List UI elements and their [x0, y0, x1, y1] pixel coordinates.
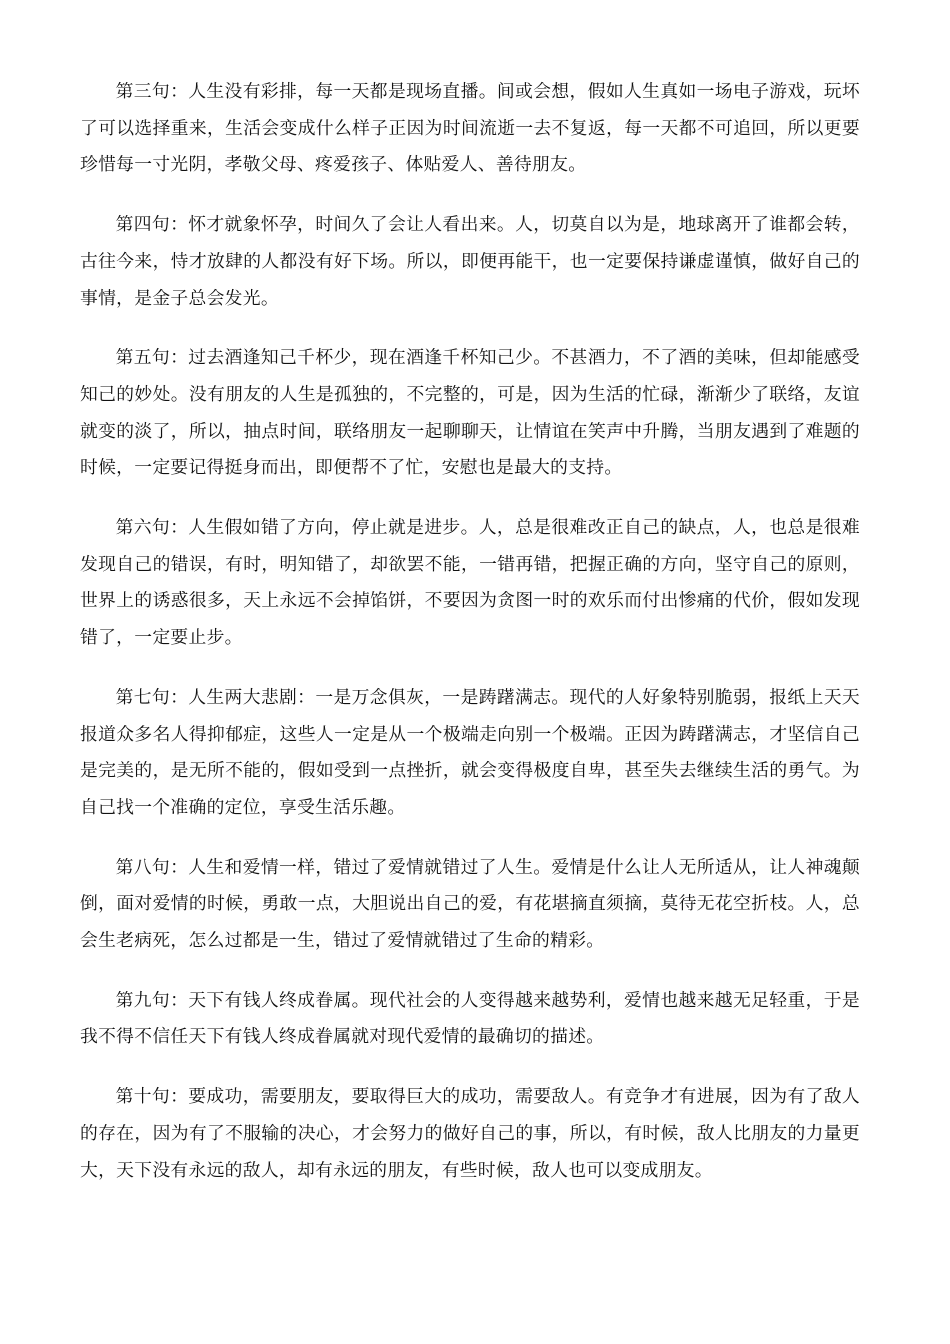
- paragraph-6: 第六句：人生假如错了方向，停止就是进步。人，总是很难改正自己的缺点，人，也总是很难发现自己的错误，有时，明知错了，却欲罢不能，一错再错，把握正确的方向，坚守自己的原则，世界上的诱惑很多，天上永远不会掉馅饼，不要因为贪图一时的欢乐而付出惨痛的代价，假如发现错了，一定要止步。: [80, 517, 860, 649]
- paragraph-10: 第十句：要成功，需要朋友，要取得巨大的成功，需要敌人。有竞争才有进展，因为有了敌人的存在，因为有了不服输的决心，才会努力的做好自己的事，所以，有时候，敌人比朋友的力量更大，天下没有永远的敌人，却有永远的朋友，有些时候，敌人也可以变成朋友。: [80, 1086, 860, 1181]
- paragraph-3: 第三句：人生没有彩排，每一天都是现场直播。间或会想，假如人生真如一场电子游戏，玩坏了可以选择重来，生活会变成什么样子正因为时间流逝一去不复返，每一天都不可追回，所以更要珍惜每一寸光阴，孝敬父母、疼爱孩子、体贴爱人、善待朋友。: [80, 81, 860, 176]
- paragraph-9: 第九句：天下有钱人终成眷属。现代社会的人变得越来越势利，爱情也越来越无足轻重，于是我不得不信任天下有钱人终成眷属就对现代爱情的最确切的描述。: [80, 989, 860, 1048]
- paragraph-8: 第八句：人生和爱情一样，错过了爱情就错过了人生。爱情是什么让人无所适从，让人神魂颠倒，面对爱情的时候，勇敢一点，大胆说出自己的爱，有花堪摘直须摘，莫待无花空折枝。人，总会生老病死，怎么过都是一生，错过了爱情就错过了生命的精彩。: [80, 856, 860, 952]
- document-body: [80, 74, 860, 1212]
- paragraph-5: 第五句：过去酒逢知己千杯少，现在酒逢千杯知己少。不甚酒力，不了酒的美味，但却能感受知己的妙处。没有朋友的人生是孤独的，不完整的，可是，因为生活的忙碌，渐渐少了联络，友谊就变的淡了，所以，抽点时间，联络朋友一起聊聊天，让情谊在笑声中升腾，当朋友遇到了难题的时候，一定要记得挺身而出，即便帮不了忙，安慰也是最大的支持。: [80, 347, 860, 479]
- paragraph-4: 第四句：怀才就象怀孕，时间久了会让人看出来。人，切莫自以为是，地球离开了谁都会转，古往今来，恃才放肆的人都没有好下场。所以，即便再能干，也一定要保持谦虚谨慎，做好自己的事情，是金子总会发光。: [80, 214, 860, 309]
- paragraph-7: 第七句：人生两大悲剧：一是万念俱灰，一是踌躇满志。现代的人好象特别脆弱，报纸上天天报道众多名人得抑郁症，这些人一定是从一个极端走向别一个极端。正因为踌躇满志，才坚信自己是完美的，是无所不能的，假如受到一点挫折，就会变得极度自卑，甚至失去继续生活的勇气。为自己找一个准确的定位，享受生活乐趣。: [80, 686, 860, 818]
